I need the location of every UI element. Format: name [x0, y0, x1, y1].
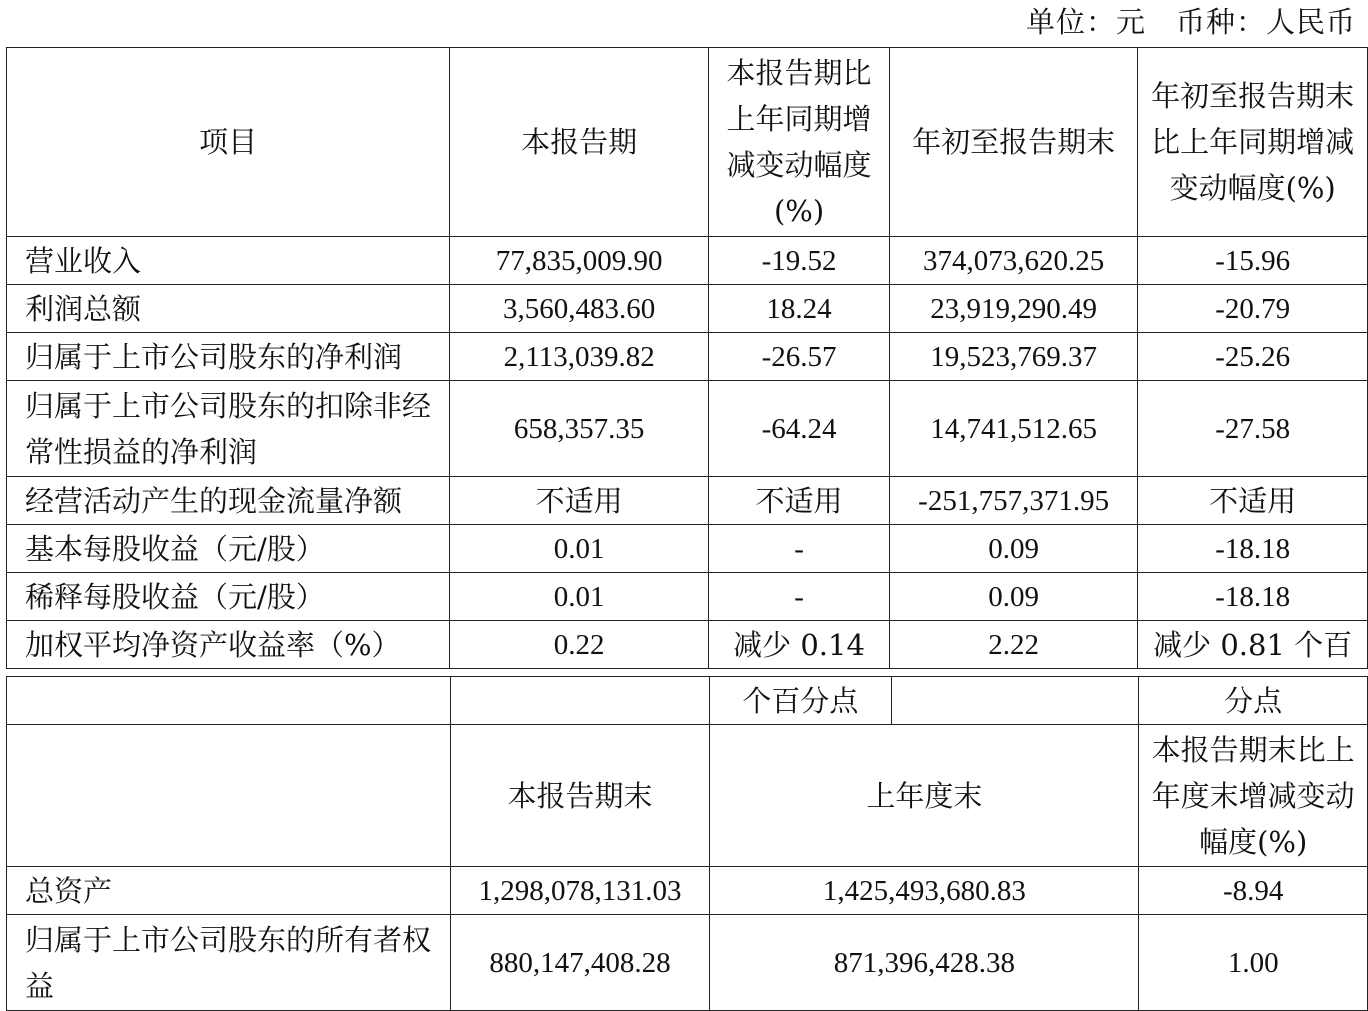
continuation-row [7, 677, 1368, 725]
row-item: 归属于上市公司股东的所有者权益 [7, 915, 451, 1011]
row-item: 利润总额 [7, 285, 450, 333]
row-ytd: 374,073,620.25 [889, 237, 1137, 285]
row-ytd-yoy: -18.18 [1138, 573, 1368, 621]
row-ytd: 0.09 [889, 573, 1137, 621]
row-item: 加权平均净资产收益率（%） [7, 621, 450, 669]
financial-summary-table [6, 47, 1368, 669]
row-prior-year-end: 1,425,493,680.83 [710, 867, 1139, 915]
row-current-yoy: 18.24 [709, 285, 890, 333]
row-item: 归属于上市公司股东的扣除非经常性损益的净利润 [7, 381, 450, 477]
header-current-period: 本报告期 [450, 48, 709, 237]
row-item: 基本每股收益（元/股） [7, 525, 450, 573]
row-change: -8.94 [1139, 867, 1368, 915]
row-period-end: 1,298,078,131.03 [450, 867, 710, 915]
unit-currency-note: 单位：元 币种：人民币 [1025, 5, 1356, 39]
table-header-row [7, 725, 1368, 867]
header-ytd: 年初至报告期末 [889, 48, 1137, 237]
row-current-yoy: - [709, 525, 890, 573]
continuation-ytd-yoy: 分点 [1139, 677, 1368, 725]
row-current-period: 3,560,483.60 [450, 285, 709, 333]
row-ytd-yoy: -27.58 [1138, 381, 1368, 477]
row-ytd: 23,919,290.49 [889, 285, 1137, 333]
header-item: 项目 [7, 48, 450, 237]
header-current-yoy: 本报告期比上年同期增减变动幅度(%) [709, 48, 890, 237]
table-row [7, 477, 1368, 525]
table-row [7, 333, 1368, 381]
row-ytd: 14,741,512.65 [889, 381, 1137, 477]
row-ytd: 2.22 [889, 621, 1137, 669]
row-current-yoy: - [709, 573, 890, 621]
continuation-current-yoy: 个百分点 [710, 677, 891, 725]
row-ytd: 19,523,769.37 [889, 333, 1137, 381]
table-row [7, 867, 1368, 915]
balance-summary-table [6, 676, 1368, 1011]
row-ytd: -251,757,371.95 [889, 477, 1137, 525]
header-item [7, 725, 451, 867]
row-ytd-yoy: -15.96 [1138, 237, 1368, 285]
row-change: 1.00 [1139, 915, 1368, 1011]
row-item: 稀释每股收益（元/股） [7, 573, 450, 621]
table-row [7, 285, 1368, 333]
table-row [7, 381, 1368, 477]
row-current-period: 不适用 [450, 477, 709, 525]
table-header-row [7, 48, 1368, 237]
row-current-yoy: -26.57 [709, 333, 890, 381]
row-current-period: 0.01 [450, 573, 709, 621]
header-prior-year-end: 上年度末 [710, 725, 1139, 867]
row-current-period: 77,835,009.90 [450, 237, 709, 285]
row-prior-year-end: 871,396,428.38 [710, 915, 1139, 1011]
header-ytd-yoy: 年初至报告期末比上年同期增减变动幅度(%) [1138, 48, 1368, 237]
table-row [7, 237, 1368, 285]
header-period-end: 本报告期末 [450, 725, 710, 867]
row-current-period: 0.01 [450, 525, 709, 573]
row-ytd-yoy: 不适用 [1138, 477, 1368, 525]
row-current-period: 2,113,039.82 [450, 333, 709, 381]
table-row [7, 573, 1368, 621]
row-ytd-yoy: -20.79 [1138, 285, 1368, 333]
row-current-yoy: 不适用 [709, 477, 890, 525]
row-item: 营业收入 [7, 237, 450, 285]
row-current-period: 0.22 [450, 621, 709, 669]
table-row [7, 915, 1368, 1011]
row-current-yoy: -64.24 [709, 381, 890, 477]
continuation-item [7, 677, 451, 725]
header-change: 本报告期末比上年度末增减变动幅度(%) [1139, 725, 1368, 867]
table-row [7, 621, 1368, 669]
table-row [7, 525, 1368, 573]
row-period-end: 880,147,408.28 [450, 915, 710, 1011]
row-ytd-yoy: -18.18 [1138, 525, 1368, 573]
row-current-period: 658,357.35 [450, 381, 709, 477]
row-current-yoy: -19.52 [709, 237, 890, 285]
continuation-ytd [891, 677, 1139, 725]
row-ytd-yoy: 减少 0.81 个百 [1138, 621, 1368, 669]
row-item: 归属于上市公司股东的净利润 [7, 333, 450, 381]
row-item: 经营活动产生的现金流量净额 [7, 477, 450, 525]
row-item: 总资产 [7, 867, 451, 915]
row-current-yoy: 减少 0.14 [709, 621, 890, 669]
row-ytd: 0.09 [889, 525, 1137, 573]
row-ytd-yoy: -25.26 [1138, 333, 1368, 381]
continuation-current-period [450, 677, 710, 725]
